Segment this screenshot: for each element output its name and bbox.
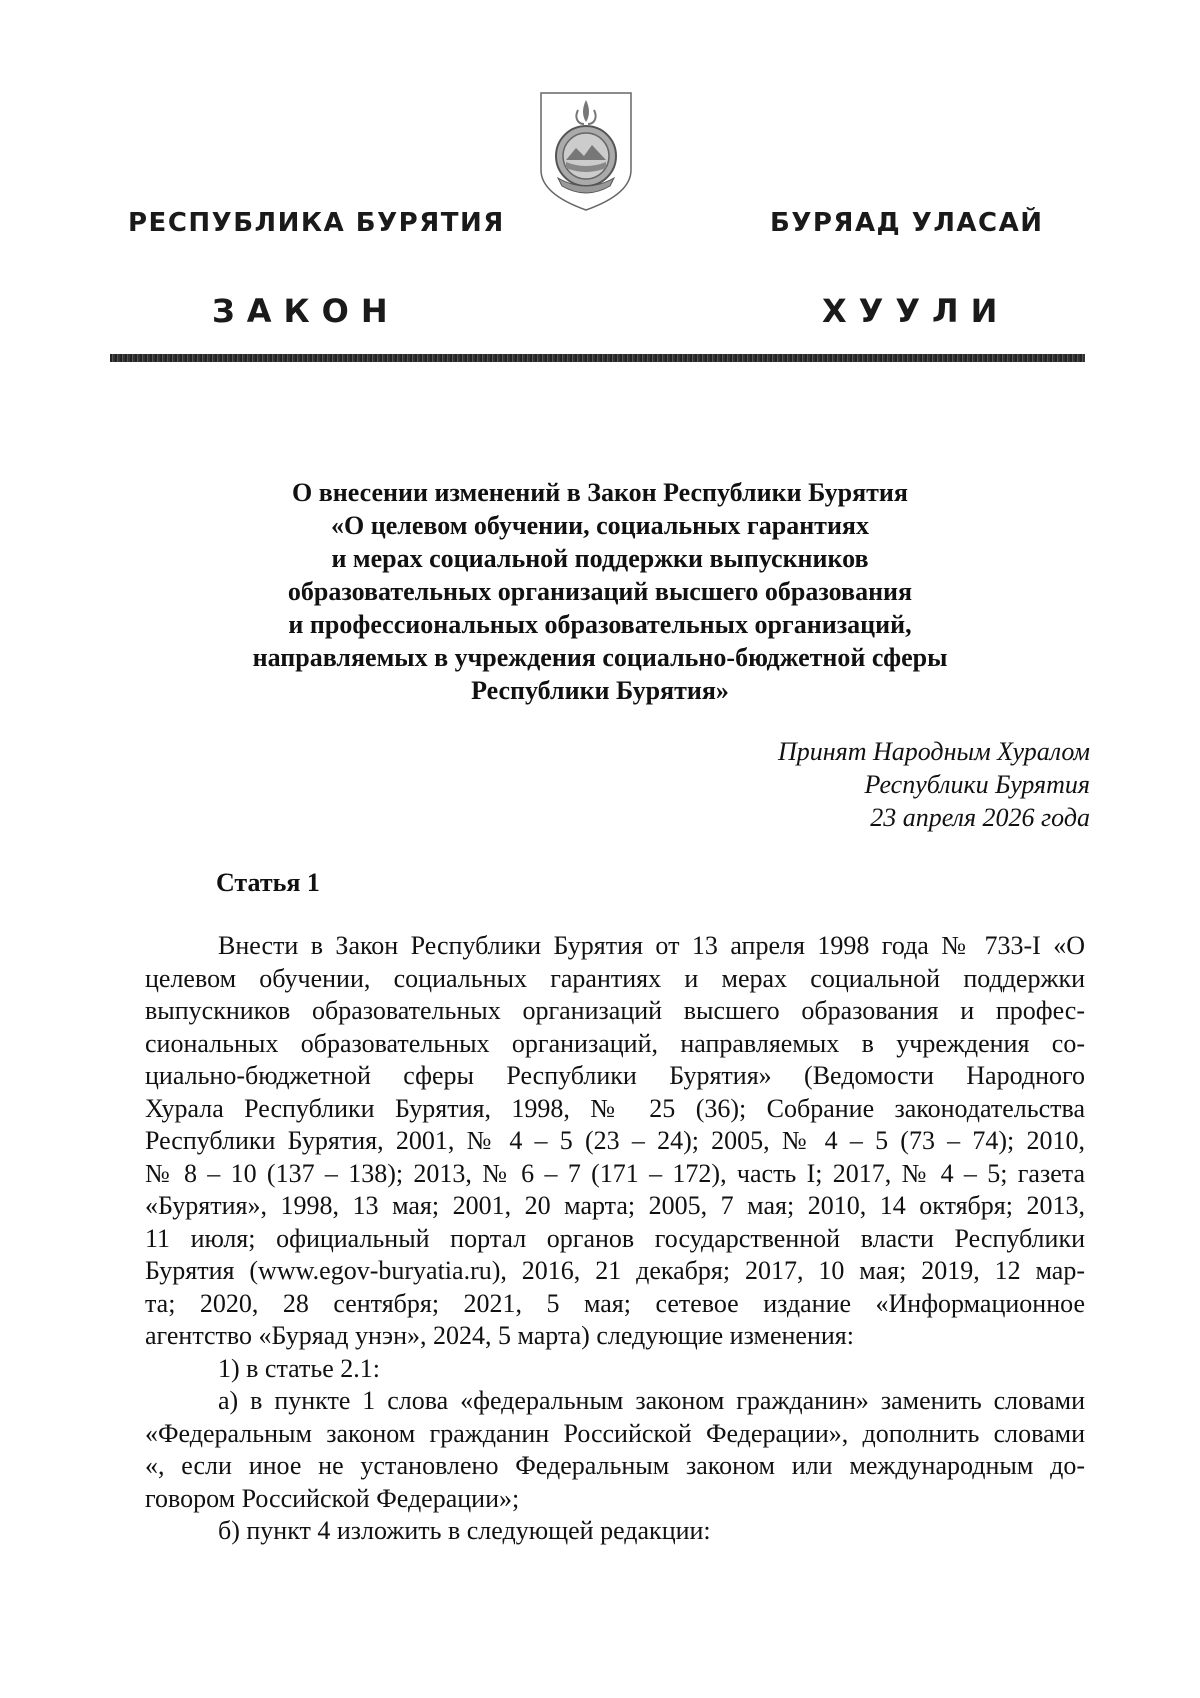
body-line: целевом обучении, социальных гарантиях и мерах социальной поддержки	[145, 963, 1085, 993]
adoption-line: Принят Народным Хуралом	[777, 737, 1090, 766]
body-line: говором Российской Федерации»;	[145, 1483, 520, 1513]
body-line: «, если иное не установлено Федеральным законом или международным до-	[145, 1451, 1085, 1480]
body-line: сиональных образовательных организаций, направляемых в учреждения со-	[145, 1028, 1085, 1058]
title-line: «О целевом обучении, социальных гарантиях	[330, 511, 869, 540]
law-title	[150, 476, 1050, 707]
title-line: и профессиональных образовательных организаций,	[288, 610, 912, 639]
law-title-russian: ЗАКОН	[212, 292, 400, 330]
body-line: Внести в Закон Республики Бурятия от 13 апреля 1998 года № 733-I «О	[218, 931, 1085, 960]
body-line: циально-бюджетной сферы Республики Бурятия» (Ведомости Народного	[145, 1061, 1085, 1090]
adoption-note	[660, 735, 1090, 834]
body-line: Бурятия (www.egov-buryatia.ru), 2016, 21 декабря; 2017, 10 мая; 2019, 12 мар-	[145, 1256, 1085, 1285]
body-line: Республики Бурятия, 2001, № 4 – 5 (23 – 24); 2005, № 4 – 5 (73 – 74); 2010,	[145, 1126, 1085, 1155]
body-line: б) пункт 4 изложить в следующей редакции:	[218, 1516, 711, 1545]
republic-name-russian: РЕСПУБЛИКА БУРЯТИЯ	[128, 208, 505, 238]
title-line: О внесении изменений в Закон Республики Бурятия	[292, 478, 908, 507]
coat-of-arms-icon	[538, 90, 634, 212]
body-line: выпускников образовательных организаций высшего образования и профес-	[145, 996, 1085, 1025]
title-line: и мерах социальной поддержки выпускников	[331, 544, 869, 573]
title-line: Республики Бурятия»	[471, 676, 729, 705]
body-line: та; 2020, 28 сентября; 2021, 5 мая; сетевое издание «Информационное	[145, 1288, 1085, 1318]
body-line: № 8 – 10 (137 – 138); 2013, № 6 – 7 (171 – 172), часть I; 2017, № 4 – 5; газета	[145, 1158, 1085, 1188]
title-line: направляемых в учреждения социально-бюджетной сферы	[252, 643, 948, 672]
adoption-line: Республики Бурятия	[864, 770, 1090, 799]
article-heading: Статья 1	[216, 868, 320, 897]
header-divider	[110, 354, 1085, 362]
law-title-buryat: ХУУЛИ	[822, 292, 1010, 330]
title-line: образовательных организаций высшего образования	[287, 577, 913, 606]
body-line: а) в пункте 1 слова «федеральным законом гражданин» заменить словами	[218, 1386, 1085, 1415]
body-line: 1) в статье 2.1:	[218, 1353, 381, 1383]
adoption-line: 23 апреля 2026 года	[870, 803, 1090, 832]
article-body	[145, 930, 1085, 1548]
body-line: «Федеральным законом гражданин Российской Федерации», дополнить словами	[145, 1418, 1085, 1448]
body-line: «Бурятия», 1998, 13 мая; 2001, 20 марта; 2005, 7 мая; 2010, 14 октября; 2013,	[145, 1191, 1085, 1220]
body-line: Хурала Республики Бурятия, 1998, № 25 (36); Собрание законодательства	[145, 1093, 1085, 1123]
republic-name-buryat: БУРЯАД УЛАСАЙ	[770, 208, 1044, 238]
body-line: 11 июля; официальный портал органов государственной власти Республики	[145, 1223, 1085, 1253]
body-line: агентство «Буряад унэн», 2024, 5 марта) следующие изменения:	[145, 1321, 854, 1350]
